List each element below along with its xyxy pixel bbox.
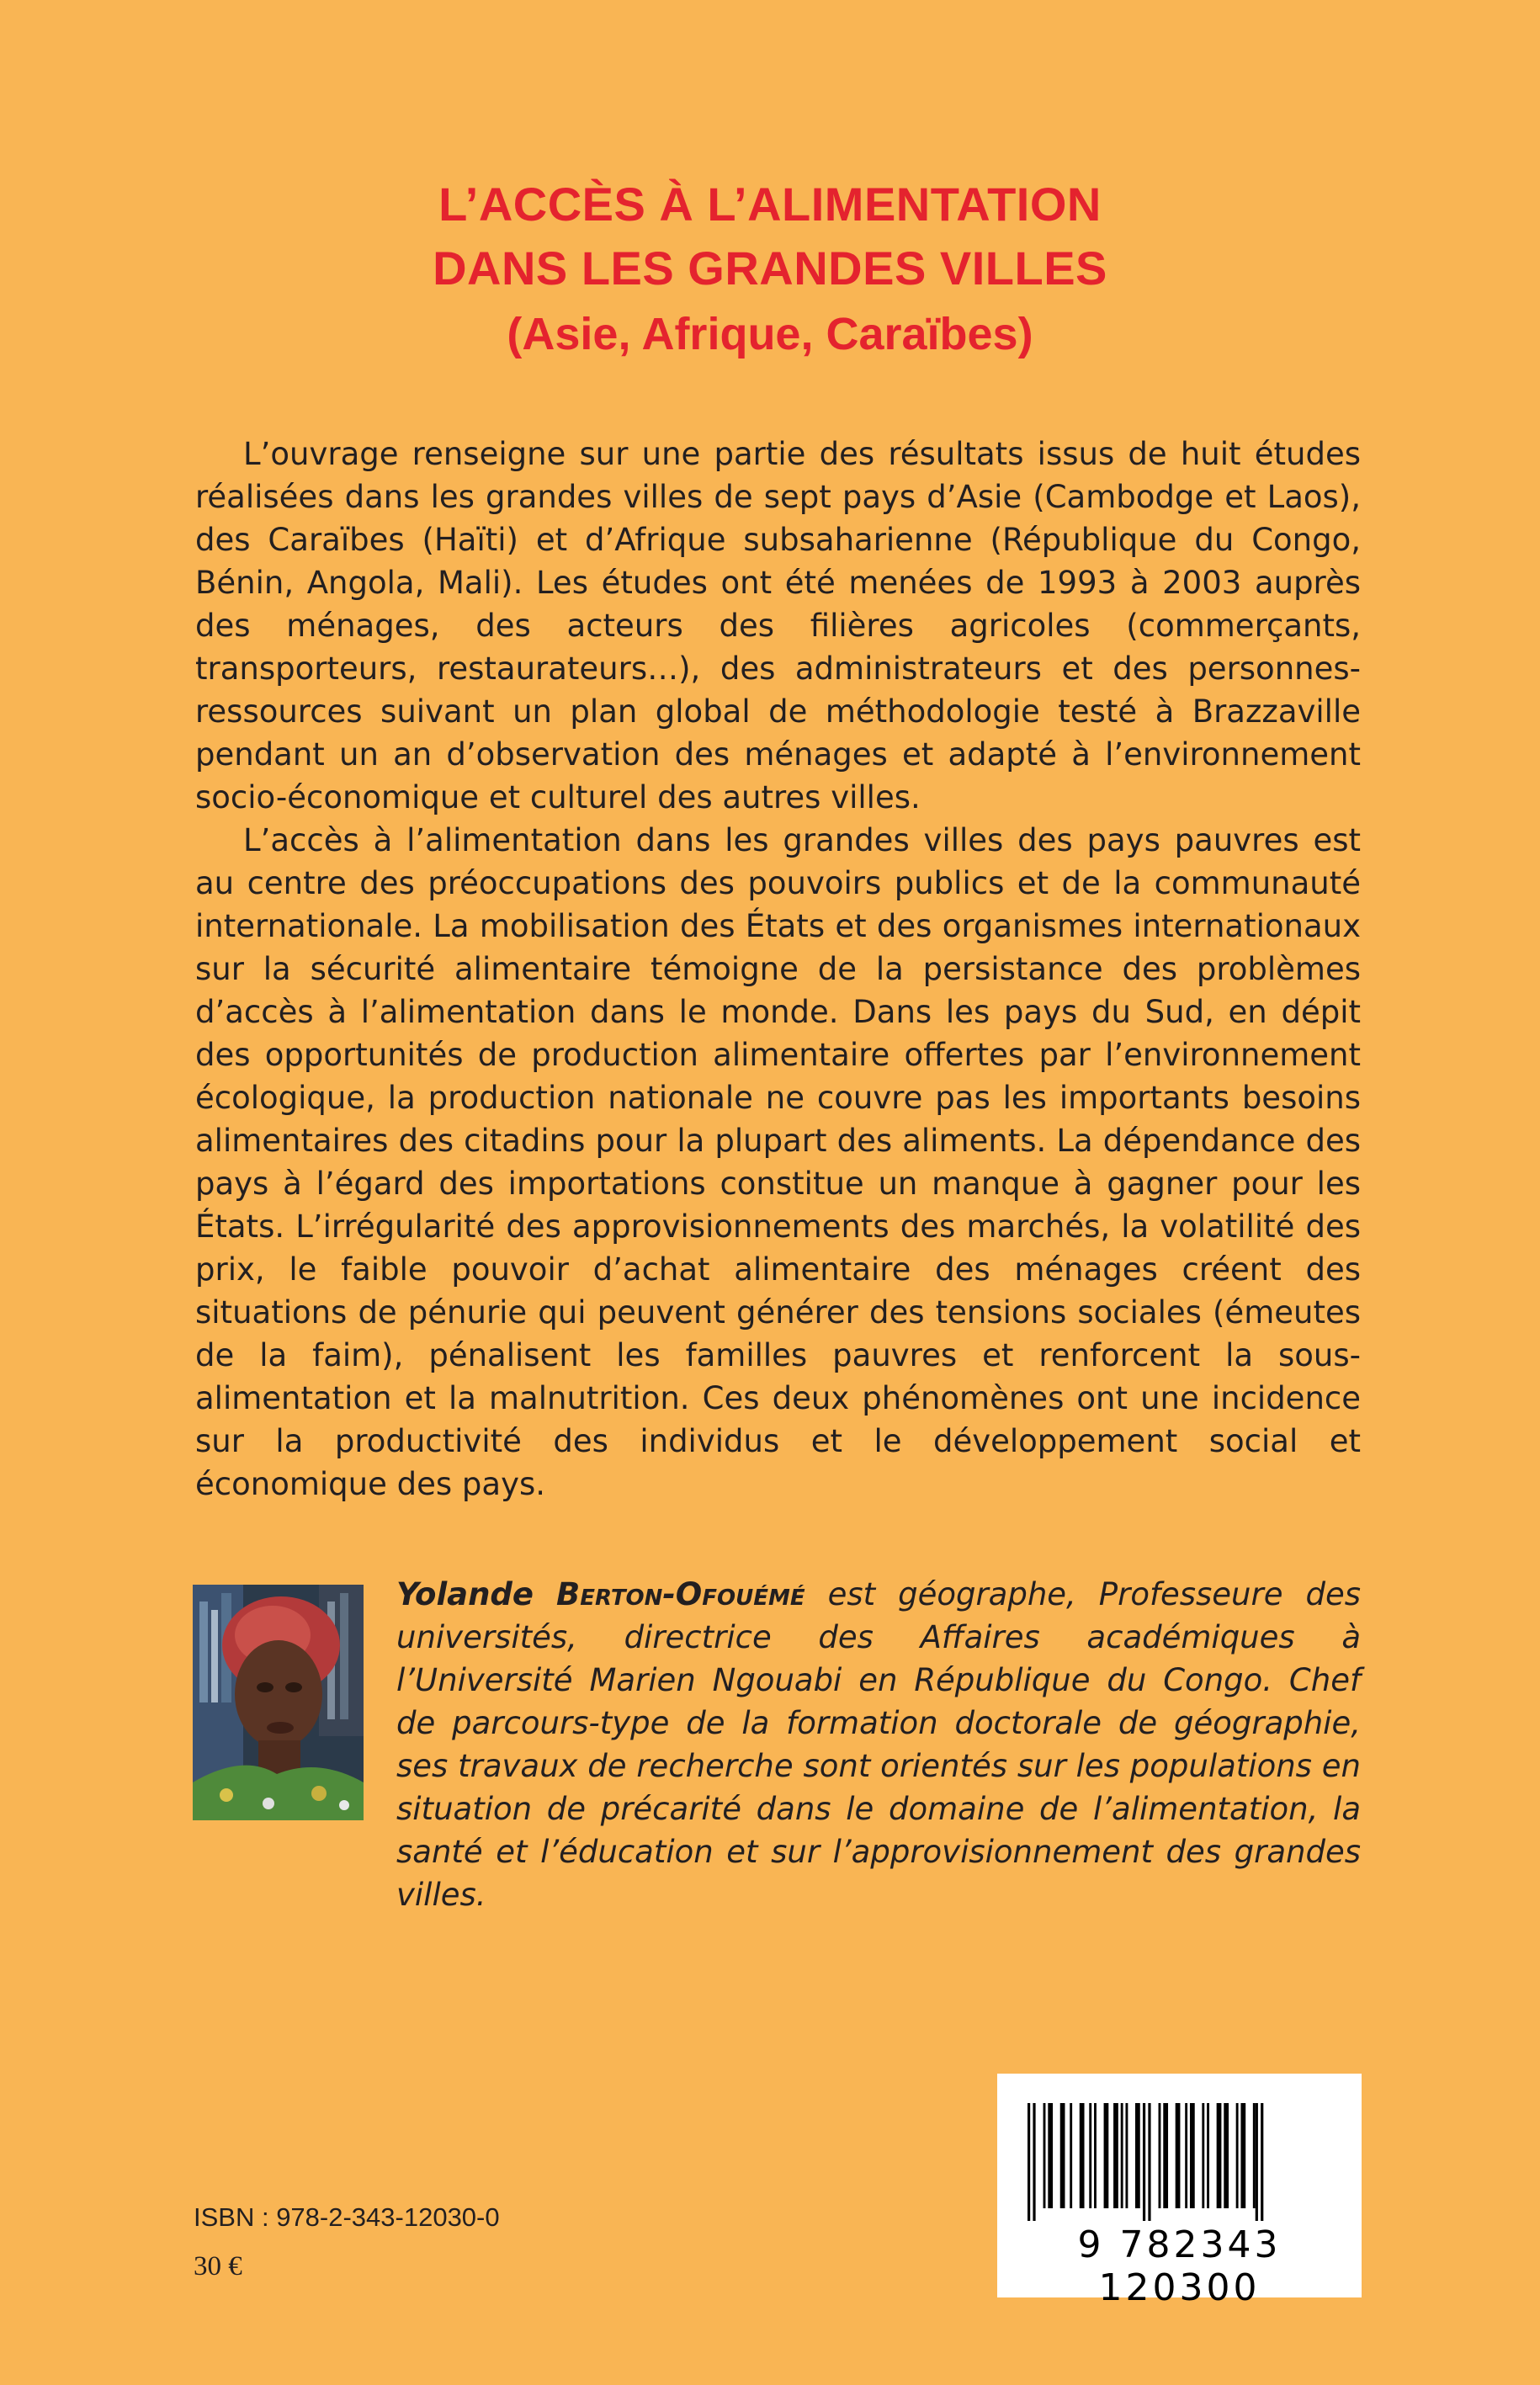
author-bio-text: est géographe, Professeure des universités, directrice des Affaires académiques à l’Université Marien Ngouabi en République du Congo. Chef de parcours-type de la formation doctorale de géographie, ses travaux de recherche sont orientés sur les populations en situation de précarité dans le domaine de l’alimentation, la santé et l’éducation et sur l’approvisionnement des grandes villes. [396,1576,1361,1913]
barcode-bar [1163,2103,1168,2208]
barcode-bar [1159,2103,1161,2208]
price: 30 € [194,2251,242,2281]
barcode-bar [1143,2103,1145,2221]
barcode-bar [1033,2103,1035,2221]
barcode-bar [1261,2103,1263,2221]
book-title-line-1: L’ACCÈS À L’ALIMENTATION [438,178,1102,231]
barcode-bar [1190,2103,1195,2208]
book-subtitle: (Asie, Afrique, Caraïbes) [507,309,1033,359]
barcode [997,2074,1362,2309]
barcode-bar [1125,2103,1128,2208]
barcode-bar [1253,2103,1256,2208]
barcode-bar [1135,2103,1140,2208]
barcode-bar [1185,2103,1187,2208]
book-summary [195,433,1361,1506]
barcode-bar [1256,2103,1258,2221]
barcode-bar [1060,2103,1065,2208]
barcode-bar [1240,2103,1245,2208]
barcode-bar [1043,2103,1046,2208]
barcode-bar [1080,2103,1085,2208]
author-bio [396,1573,1361,1916]
barcode-bar [1089,2103,1091,2208]
barcode-bar [1207,2103,1209,2208]
book-title-line-2: DANS LES GRANDES VILLES [433,242,1107,295]
barcode-bars [1028,2103,1331,2221]
barcode-bar [1104,2103,1109,2208]
barcode-bar [1176,2103,1181,2208]
barcode-bar [1236,2103,1239,2208]
barcode-bar [1028,2103,1030,2221]
author-last-name: Berton-Ofouémé [556,1576,805,1612]
barcode-digits: 9 782343 120300 [1077,2223,1282,2309]
barcode-bar [1224,2103,1229,2208]
author-first-name: Yolande [396,1576,534,1612]
summary-paragraph-2: L’accès à l’alimentation dans les grandes villes des pays pauvres est au centre des préoccupations des pouvoirs publics et de la communauté internationale. La mobilisation des États et des organismes internationaux sur la sécurité alimentaire témoigne de la persistance des problèmes d’accès à l’alimentation dans le monde. Dans les pays du Sud, en dépit des opportunités de production alimentaire offertes par l’environnement écologique, la production nationale ne couvre pas les importants besoins alimentaires des citadins pour la plupart des aliments. La dépendance des pays à l’égard des importations constitue un manque à gagner pour les États. L’irrégularité des approvisionnements des marchés, la volatilité des prix, le faible pouvoir d’achat alimentaire des ménages créent des situations de pénurie qui peuvent générer des tensions sociales (émeutes de la faim), pénalisent les familles pauvres et renforcent la sous-alimentation et la malnutrition. Ces deux phénomènes ont une incidence sur la productivité des individus et le développement social et économique des pays. [195,822,1361,1502]
barcode-bar [1070,2103,1072,2208]
barcode-bar [1217,2103,1222,2208]
summary-paragraph-1: L’ouvrage renseigne sur une partie des résultats issus de huit études réalisées dans les grandes villes de sept pays d’Asie (Cambodge et Laos), des Caraïbes (Haïti) et d’Afrique subsaharienne (République du Congo, Bénin, Angola, Mali). Les études ont été menées de 1993 à 2003 auprès des ménages, des acteurs des filières agricoles (commerçants, transporteurs, restaurateurs…), des administrateurs et des personnes-ressources suivant un plan global de méthodologie testé à Brazzaville pendant un an d’observation des ménages et adapté à l’environnement socio-économique et culturel des autres villes. [195,436,1361,815]
isbn: ISBN : 978-2-343-12030-0 [194,2202,500,2232]
barcode-bar [1113,2103,1118,2208]
cover-title-block [0,173,1540,368]
author-portrait-image [193,1585,364,1820]
barcode-bar [1202,2103,1204,2208]
author-photo [193,1585,364,1820]
barcode-bar [1094,2103,1097,2208]
barcode-bar [1148,2103,1150,2221]
barcode-bar [1121,2103,1123,2208]
barcode-bar [1048,2103,1053,2208]
